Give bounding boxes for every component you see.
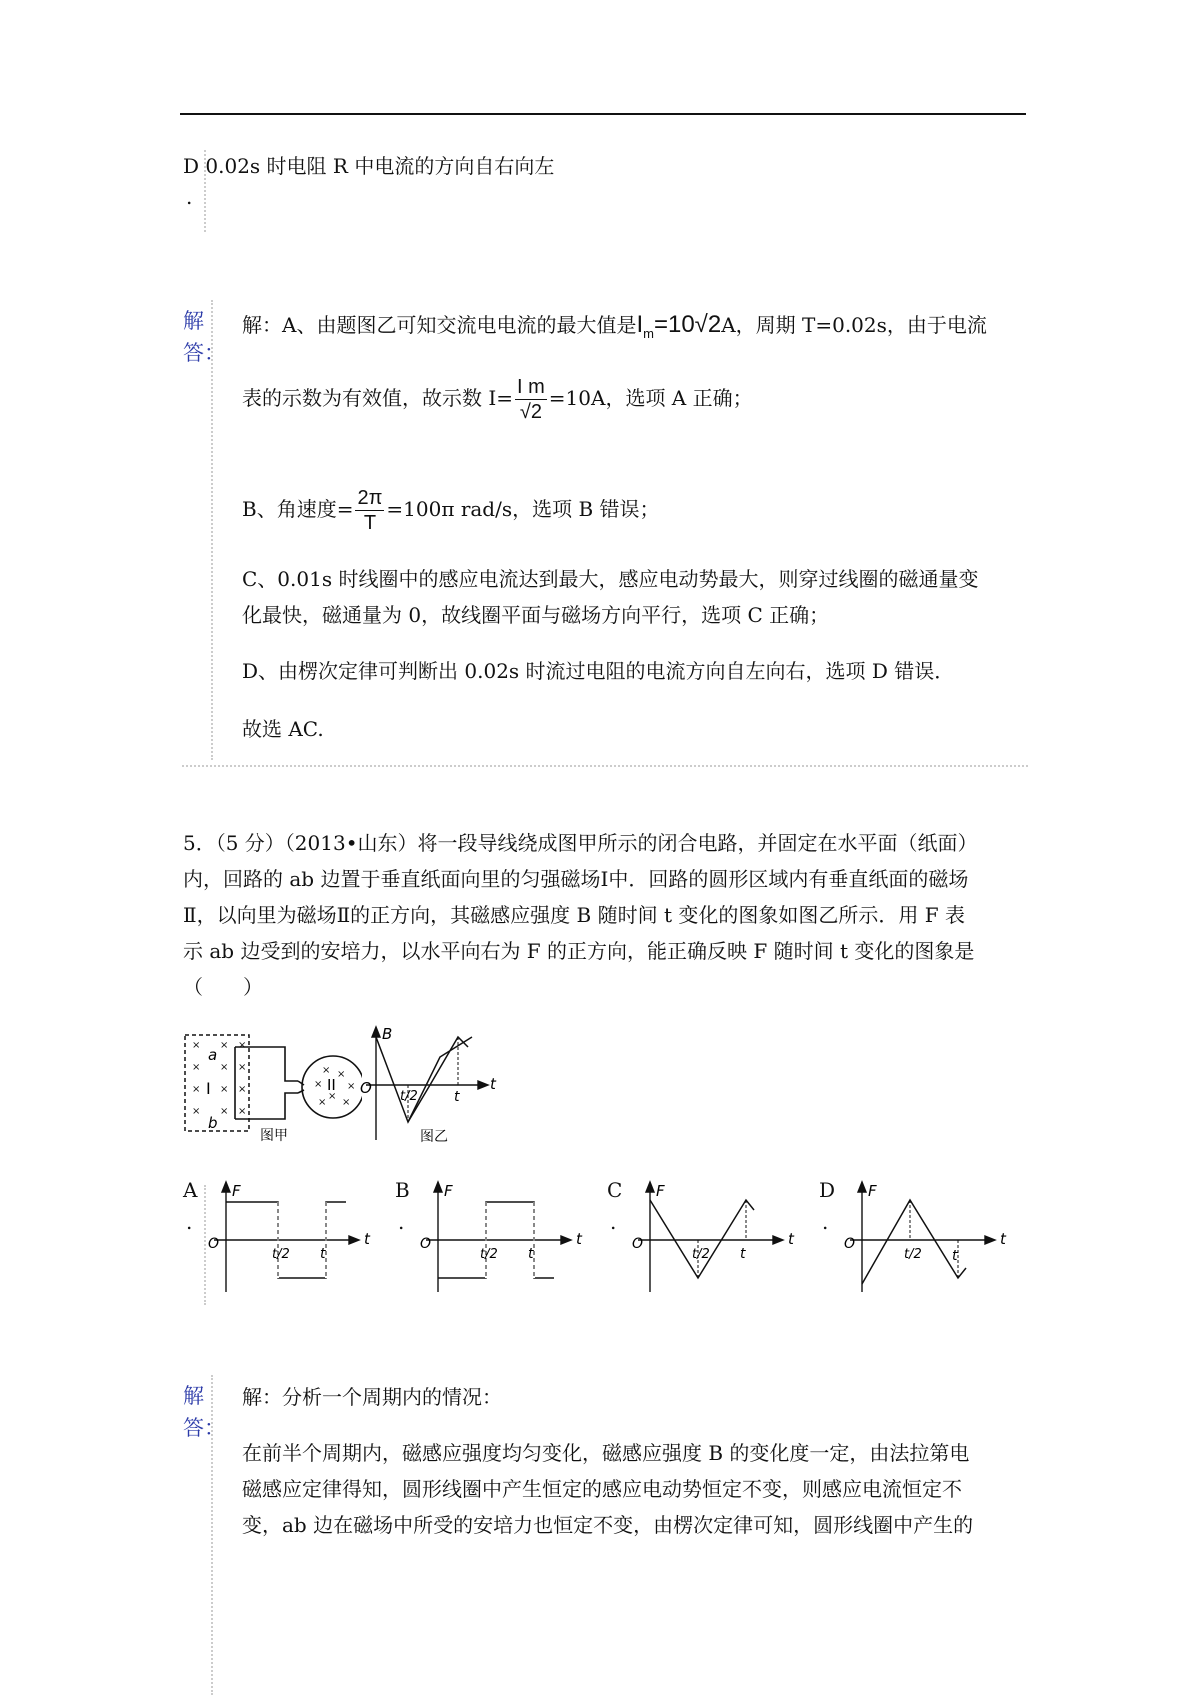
label-a: a	[208, 1046, 218, 1064]
answer1-line1-post: A，周期 T=0.02s，由于电流	[721, 313, 987, 337]
label-region-i: I	[206, 1079, 211, 1098]
answer2-line4: 变，ab 边在磁场中所受的安培力也恒定不变，由楞次定律可知，圆形线圈中产生的	[242, 1513, 974, 1537]
answer1-line1-pre: 解：A、由题图乙可知交流电电流的最大值是	[242, 313, 637, 337]
axis-label-t: t	[490, 1075, 496, 1093]
svg-text:×: ×	[318, 1097, 327, 1108]
fraction-im-sqrt2	[515, 375, 547, 424]
svg-text:×: ×	[342, 1097, 351, 1108]
svg-text:×: ×	[192, 1084, 201, 1095]
fraction-numerator: 2π	[357, 487, 383, 509]
axis-label-b: B	[382, 1025, 393, 1043]
math-sub-m: m	[643, 325, 654, 341]
svg-text:×: ×	[238, 1062, 247, 1073]
option-a-label: A	[183, 1178, 198, 1202]
option-b-label: B	[395, 1178, 410, 1202]
option-c-label: C	[607, 1178, 623, 1202]
label-b: b	[208, 1114, 218, 1132]
tick-period: t	[740, 1246, 746, 1262]
fraction-denominator: T	[363, 512, 377, 534]
svg-text:×: ×	[192, 1062, 201, 1073]
option-d-graph-dot: .	[822, 1210, 829, 1234]
svg-text:×: ×	[220, 1062, 229, 1073]
force-triangle-wave	[650, 1200, 754, 1278]
origin-label: O	[208, 1236, 220, 1252]
answer1-line2-pre: 表的示数为有效值，故示数 I=	[242, 386, 514, 410]
svg-text:×: ×	[238, 1084, 247, 1095]
tick-half-period: t/2	[400, 1089, 418, 1104]
option-d-text: D 0.02s 时电阻 R 中电流的方向自右向左	[183, 154, 555, 178]
question5-line5: （ ）	[183, 975, 263, 999]
fraction-denominator: √2	[519, 401, 542, 423]
svg-text:×: ×	[328, 1091, 337, 1102]
option-d-dot: .	[186, 185, 193, 209]
answer1-line5: 化最快，磁通量为 0，故线圈平面与磁场方向平行，选项 C 正确；	[242, 603, 830, 627]
caption-jia: 图甲	[260, 1128, 288, 1144]
b-curve-up	[408, 1037, 468, 1122]
caption-yi: 图乙	[420, 1129, 448, 1145]
tick-period: t	[320, 1246, 326, 1262]
origin-label: O	[360, 1079, 372, 1097]
answer1-line2	[242, 375, 753, 424]
origin-label: O	[844, 1236, 856, 1252]
answer1-line3-post: =100π rad/s，选项 B 错误；	[386, 497, 660, 521]
question5-line1: 5．（5 分）（2013•山东）将一段导线绕成图甲所示的闭合电路，并固定在水平面（纸面）	[183, 831, 978, 855]
axis-label-f: F	[444, 1182, 453, 1200]
answer1-line2-post: =10A，选项 A 正确；	[548, 386, 753, 410]
svg-text:×: ×	[347, 1081, 356, 1092]
tick-period: t	[528, 1246, 534, 1262]
question5-line3: Ⅱ，以向里为磁场Ⅱ的正方向，其磁感应强度 B 随时间 t 变化的图象如图乙所示．用 F 表	[183, 903, 965, 927]
svg-text:×: ×	[192, 1040, 201, 1051]
answer1-line6: D、由楞次定律可判断出 0.02s 时流过电阻的电流方向自左向右，选项 D 错误．	[242, 659, 955, 683]
answer2-line3: 磁感应定律得知，圆形线圈中产生恒定的感应电动势恒定不变，则感应电流恒定不	[242, 1477, 962, 1501]
origin-label: O	[632, 1236, 644, 1252]
answer1-line3	[242, 486, 660, 535]
question5-line2: 内，回路的 ab 边置于垂直纸面向里的匀强磁场Ⅰ中．回路的圆形区域内有垂直纸面的磁场	[183, 867, 969, 891]
option-b-graph	[418, 1180, 590, 1295]
tick-half-period: t/2	[480, 1247, 498, 1262]
math-eq: =10√2	[653, 311, 722, 338]
answer2-line2: 在前半个周期内，磁感应强度均匀变化，磁感应强度 B 的变化度一定，由法拉第电	[242, 1441, 970, 1465]
tick-period: t	[454, 1089, 460, 1105]
option-c-dot: .	[610, 1210, 617, 1234]
table-divider	[211, 1375, 213, 1695]
svg-text:×: ×	[322, 1065, 331, 1076]
svg-text:×: ×	[238, 1106, 247, 1117]
question5-line4: 示 ab 边受到的安培力，以水平向右为 F 的正方向，能正确反映 F 随时间 t 变化的图象是	[183, 939, 975, 963]
axis-label-f: F	[656, 1182, 665, 1200]
svg-text:×: ×	[220, 1084, 229, 1095]
svg-text:×: ×	[238, 1040, 247, 1051]
label-region-ii: II	[327, 1076, 336, 1094]
answer1-line7: 故选 AC.	[242, 717, 324, 741]
answer1-line3-pre: B、角速度=	[242, 497, 354, 521]
math-i: I	[636, 311, 644, 338]
svg-text:×: ×	[314, 1079, 323, 1090]
option-a-graph	[206, 1180, 378, 1295]
tick-half-period: t/2	[904, 1247, 922, 1262]
option-d-graph	[842, 1180, 1014, 1295]
answer1-line1	[242, 311, 987, 341]
answer1-line4: C、0.01s 时线圈中的感应电流达到最大，感应电动势最大，则穿过线圈的磁通量变	[242, 567, 979, 591]
answer-label: 解答：	[183, 1384, 225, 1440]
fraction-2pi-t	[355, 486, 384, 535]
fraction-numerator: I m	[517, 376, 545, 398]
answer-label: 解答：	[183, 309, 225, 365]
axis-label-f: F	[868, 1182, 877, 1200]
table-divider	[204, 150, 206, 232]
svg-text:×: ×	[337, 1069, 346, 1080]
option-a-dot: .	[186, 1210, 193, 1234]
tick-half-period: t/2	[272, 1247, 290, 1262]
axis-label-t: t	[1000, 1230, 1006, 1248]
figure-jia	[182, 1025, 362, 1145]
tick-half-period: t/2	[692, 1247, 710, 1262]
axis-label-t: t	[364, 1230, 370, 1248]
svg-text:×: ×	[220, 1106, 229, 1117]
svg-text:×: ×	[192, 1106, 201, 1117]
answer2-line1: 解：分析一个周期内的情况：	[242, 1385, 502, 1409]
tick-period: t	[952, 1248, 958, 1264]
math-im	[636, 311, 722, 341]
option-d-label: D	[819, 1178, 836, 1202]
option-b-dot: .	[398, 1210, 405, 1234]
header-rule	[180, 113, 1026, 115]
option-c-graph	[630, 1180, 802, 1295]
force-triangle-wave	[862, 1200, 966, 1284]
table-divider	[211, 300, 213, 760]
origin-label: O	[420, 1236, 432, 1252]
axis-label-t: t	[788, 1230, 794, 1248]
table-divider	[204, 1185, 206, 1305]
table-bottom-border	[182, 765, 1028, 767]
figure-yi-b-vs-t	[360, 1025, 505, 1145]
svg-text:×: ×	[220, 1040, 229, 1051]
axis-label-t: t	[576, 1230, 582, 1248]
axis-label-f: F	[232, 1182, 241, 1200]
